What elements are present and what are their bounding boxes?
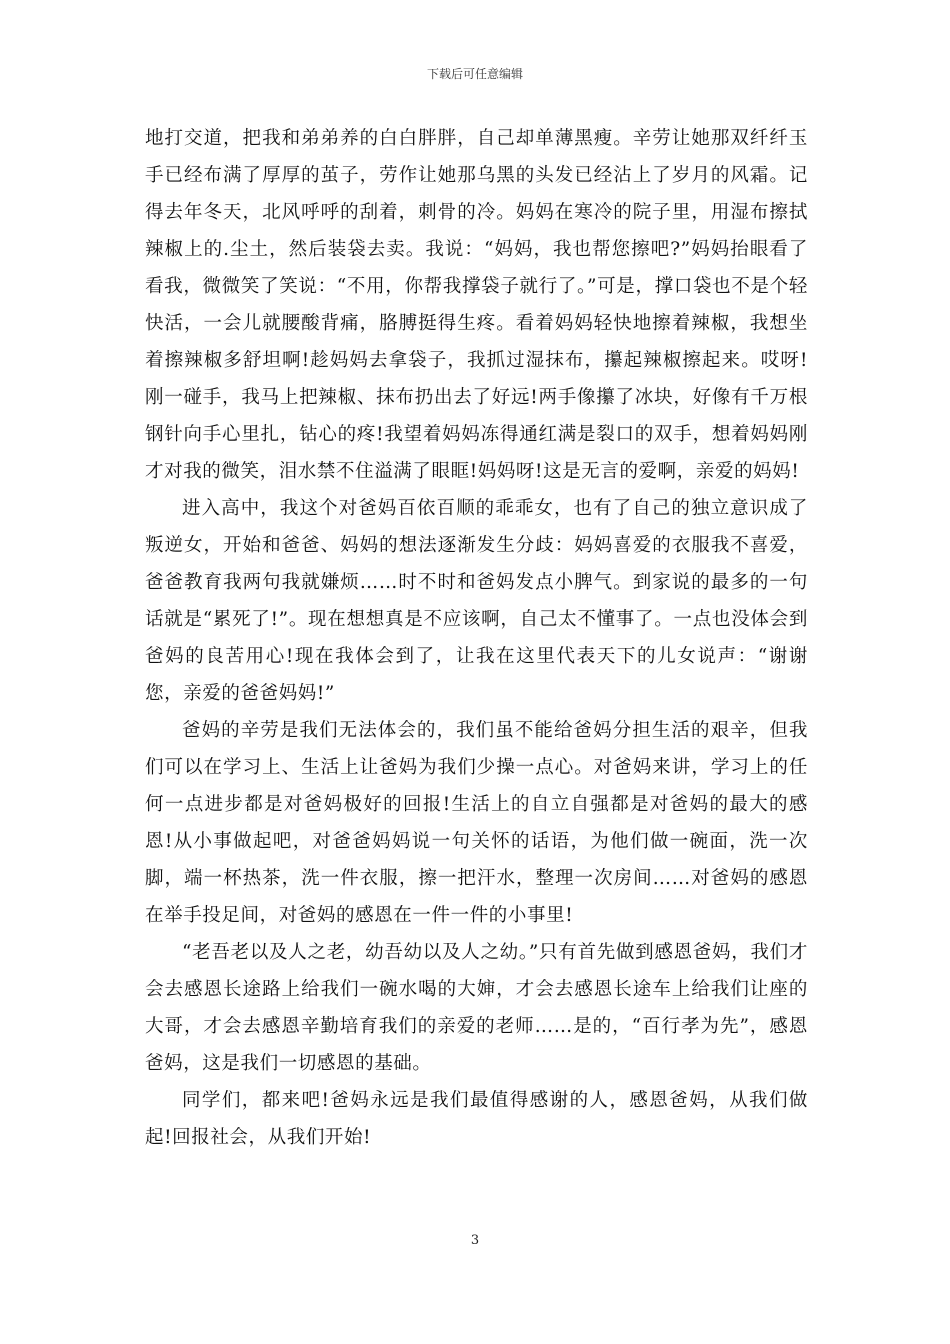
page-number: 3 [470, 1233, 480, 1248]
paragraph: 进入高中，我这个对爸妈百依百顺的乖乖女，也有了自己的独立意识成了叛逆女，开始和爸爸、妈妈的想法逐渐发生分歧：妈妈喜爱的衣服我不喜爱，爸爸教育我两句我就嫌烦……时不时和爸妈发点小脾气。到家说的最多的一句话就是“累死了!”。现在想想真是不应该啊，自己太不懂事了。一点也没体会到爸妈的良苦用心!现在我体会到了，让我在这里代表天下的儿女说声：“谢谢您，亲爱的爸爸妈妈!” [145, 498, 808, 704]
paragraph: “老吾老以及人之老，幼吾幼以及人之幼。”只有首先做到感恩爸妈，我们才会去感恩长途路上给我们一碗水喝的大婶，才会去感恩长途车上给我们让座的大哥，才会去感恩辛勤培育我们的亲爱的老师……是的，“百行孝为先”，感恩爸妈，这是我们一切感恩的基础。 [145, 942, 808, 1074]
page-header: 下载后可任意编辑 [426, 67, 523, 81]
document-body [145, 120, 808, 1156]
paragraph: 同学们，都来吧!爸妈永远是我们最值得感谢的人，感恩爸妈，从我们做起!回报社会，从我们开始! [145, 1090, 808, 1148]
paragraph: 爸妈的辛劳是我们无法体会的，我们虽不能给爸妈分担生活的艰辛，但我们可以在学习上、生活上让爸妈为我们少操一点心。对爸妈来讲，学习上的任何一点进步都是对爸妈极好的回报!生活上的自立自强都是对爸妈的最大的感恩!从小事做起吧，对爸爸妈妈说一句关怀的话语，为他们做一碗面，洗一次脚，端一杯热茶，洗一件衣服，擦一把汗水，整理一次房间……对爸妈的感恩在举手投足间，对爸妈的感恩在一件一件的小事里! [145, 720, 808, 926]
paragraph: 地打交道，把我和弟弟养的白白胖胖，自己却单薄黑瘦。辛劳让她那双纤纤玉手已经布满了厚厚的茧子，劳作让她那乌黑的头发已经沾上了岁月的风霜。记得去年冬天，北风呼呼的刮着，刺骨的冷。妈妈在寒冷的院子里，用湿布擦拭辣椒上的.尘土，然后装袋去卖。我说：“妈妈，我也帮您擦吧?”妈妈抬眼看了看我，微微笑了笑说：“不用，你帮我撑袋子就行了。”可是，撑口袋也不是个轻快活，一会儿就腰酸背痛，胳膊挺得生疼。看着妈妈轻快地擦着辣椒，我想坐着擦辣椒多舒坦啊!趁妈妈去拿袋子，我抓过湿抹布，攥起辣椒擦起来。哎呀!刚一碰手，我马上把辣椒、抹布扔出去了好远!两手像攥了冰块，好像有千万根钢针向手心里扎，钻心的疼!我望着妈妈冻得通红满是裂口的双手，想着妈妈刚才对我的微笑，泪水禁不住溢满了眼眶!妈妈呀!这是无言的爱啊，亲爱的妈妈! [145, 128, 808, 482]
